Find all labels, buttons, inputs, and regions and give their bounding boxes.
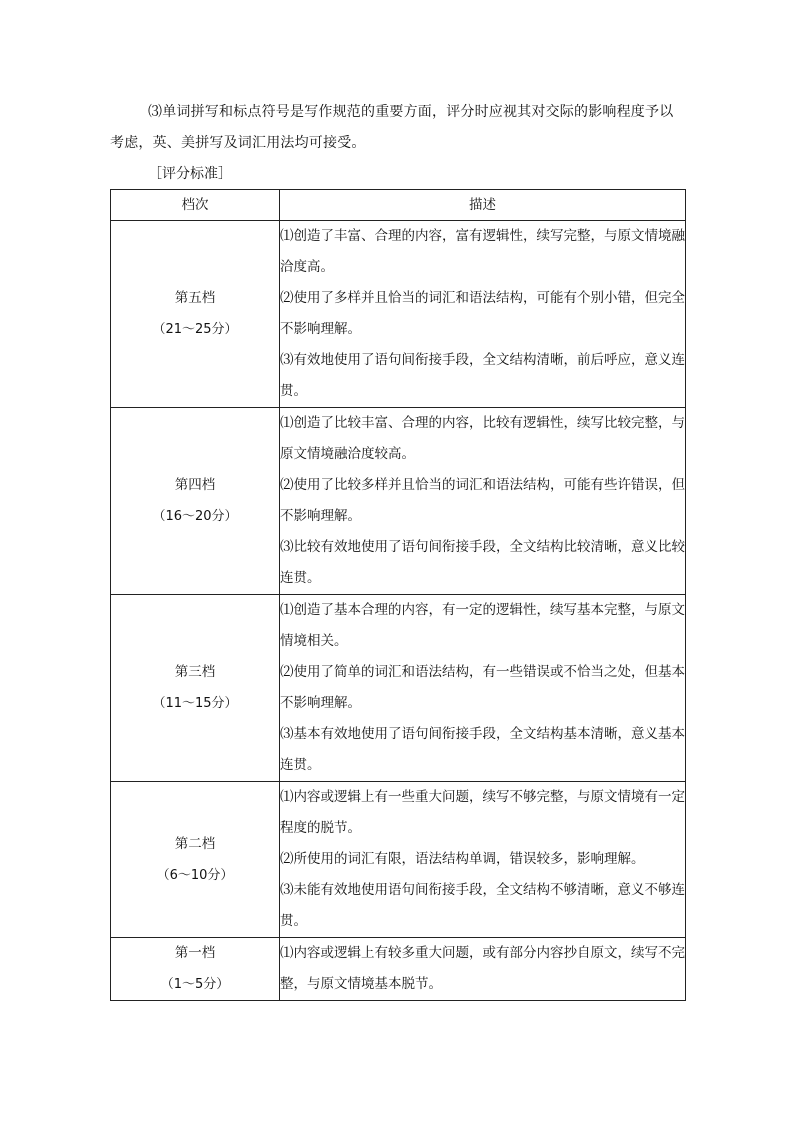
description-item: ⑵使用了简单的词汇和语法结构，有一些错误或不恰当之处，但基本不影响理解。 <box>280 664 685 711</box>
table-row <box>111 782 686 938</box>
level-name: 第五档 <box>174 290 216 306</box>
description-item: ⑵使用了多样并且恰当的词汇和语法结构，可能有个别小错，但完全不影响理解。 <box>280 290 685 337</box>
level-cell <box>111 782 280 938</box>
level-cell <box>111 408 280 595</box>
description-item: ⑶基本有效地使用了语句间衔接手段，全文结构基本清晰，意义基本连贯。 <box>280 726 685 773</box>
description-cell <box>280 782 686 938</box>
description-item: ⑶有效地使用了语句间衔接手段，全文结构清晰，前后呼应，意义连贯。 <box>280 352 685 399</box>
level-cell <box>111 938 280 1001</box>
description-item: ⑶比较有效地使用了语句间衔接手段，全文结构比较清晰，意义比较连贯。 <box>280 539 685 586</box>
table-row <box>111 595 686 782</box>
level-name: 第二档 <box>174 835 216 852</box>
description-cell <box>280 595 686 782</box>
table-row <box>111 221 686 408</box>
description-item: ⑶未能有效地使用语句间衔接手段，全文结构不够清晰，意义不够连贯。 <box>280 882 685 929</box>
description-cell <box>280 408 686 595</box>
header-level: 档次 <box>111 190 280 221</box>
description-item: ⑴创造了基本合理的内容，有一定的逻辑性，续写基本完整，与原文情境相关。 <box>280 602 685 649</box>
description-item: ⑴内容或逻辑上有较多重大问题，或有部分内容抄自原文，续写不完整，与原文情境基本脱节。 <box>280 945 685 992</box>
level-range: （21～25分） <box>152 322 238 337</box>
rubric-table <box>110 189 686 1001</box>
description-cell <box>280 221 686 408</box>
level-cell <box>111 595 280 782</box>
intro-paragraph: ⑶单词拼写和标点符号是写作规范的重要方面，评分时应视其对交际的影响程度予以考虑，英、美拼写及词汇用法均可接受。 <box>110 104 674 151</box>
level-range: （16～20分） <box>152 509 238 524</box>
description-cell <box>280 938 686 1001</box>
standard-label: ［评分标准］ <box>148 166 232 182</box>
level-range: （1～5分） <box>160 977 230 992</box>
level-name: 第一档 <box>174 945 216 961</box>
description-item: ⑴创造了丰富、合理的内容，富有逻辑性，续写完整，与原文情境融洽度高。 <box>280 228 685 275</box>
description-item: ⑵使用了比较多样并且恰当的词汇和语法结构，可能有些许错误，但不影响理解。 <box>280 477 685 524</box>
description-item: ⑴内容或逻辑上有一些重大问题，续写不够完整，与原文情境有一定程度的脱节。 <box>280 789 685 836</box>
description-item: ⑴创造了比较丰富、合理的内容，比较有逻辑性，续写比较完整，与原文情境融洽度较高。 <box>280 415 685 462</box>
header-description: 描述 <box>280 190 686 221</box>
table-row <box>111 938 686 1001</box>
level-name: 第三档 <box>174 664 216 680</box>
description-item: ⑵所使用的词汇有限，语法结构单调，错误较多，影响理解。 <box>280 851 645 867</box>
level-name: 第四档 <box>174 477 216 493</box>
level-cell <box>111 221 280 408</box>
level-range: （6～10分） <box>156 867 234 883</box>
table-row <box>111 408 686 595</box>
level-range: （11～15分） <box>152 696 238 711</box>
header-row <box>111 190 686 221</box>
